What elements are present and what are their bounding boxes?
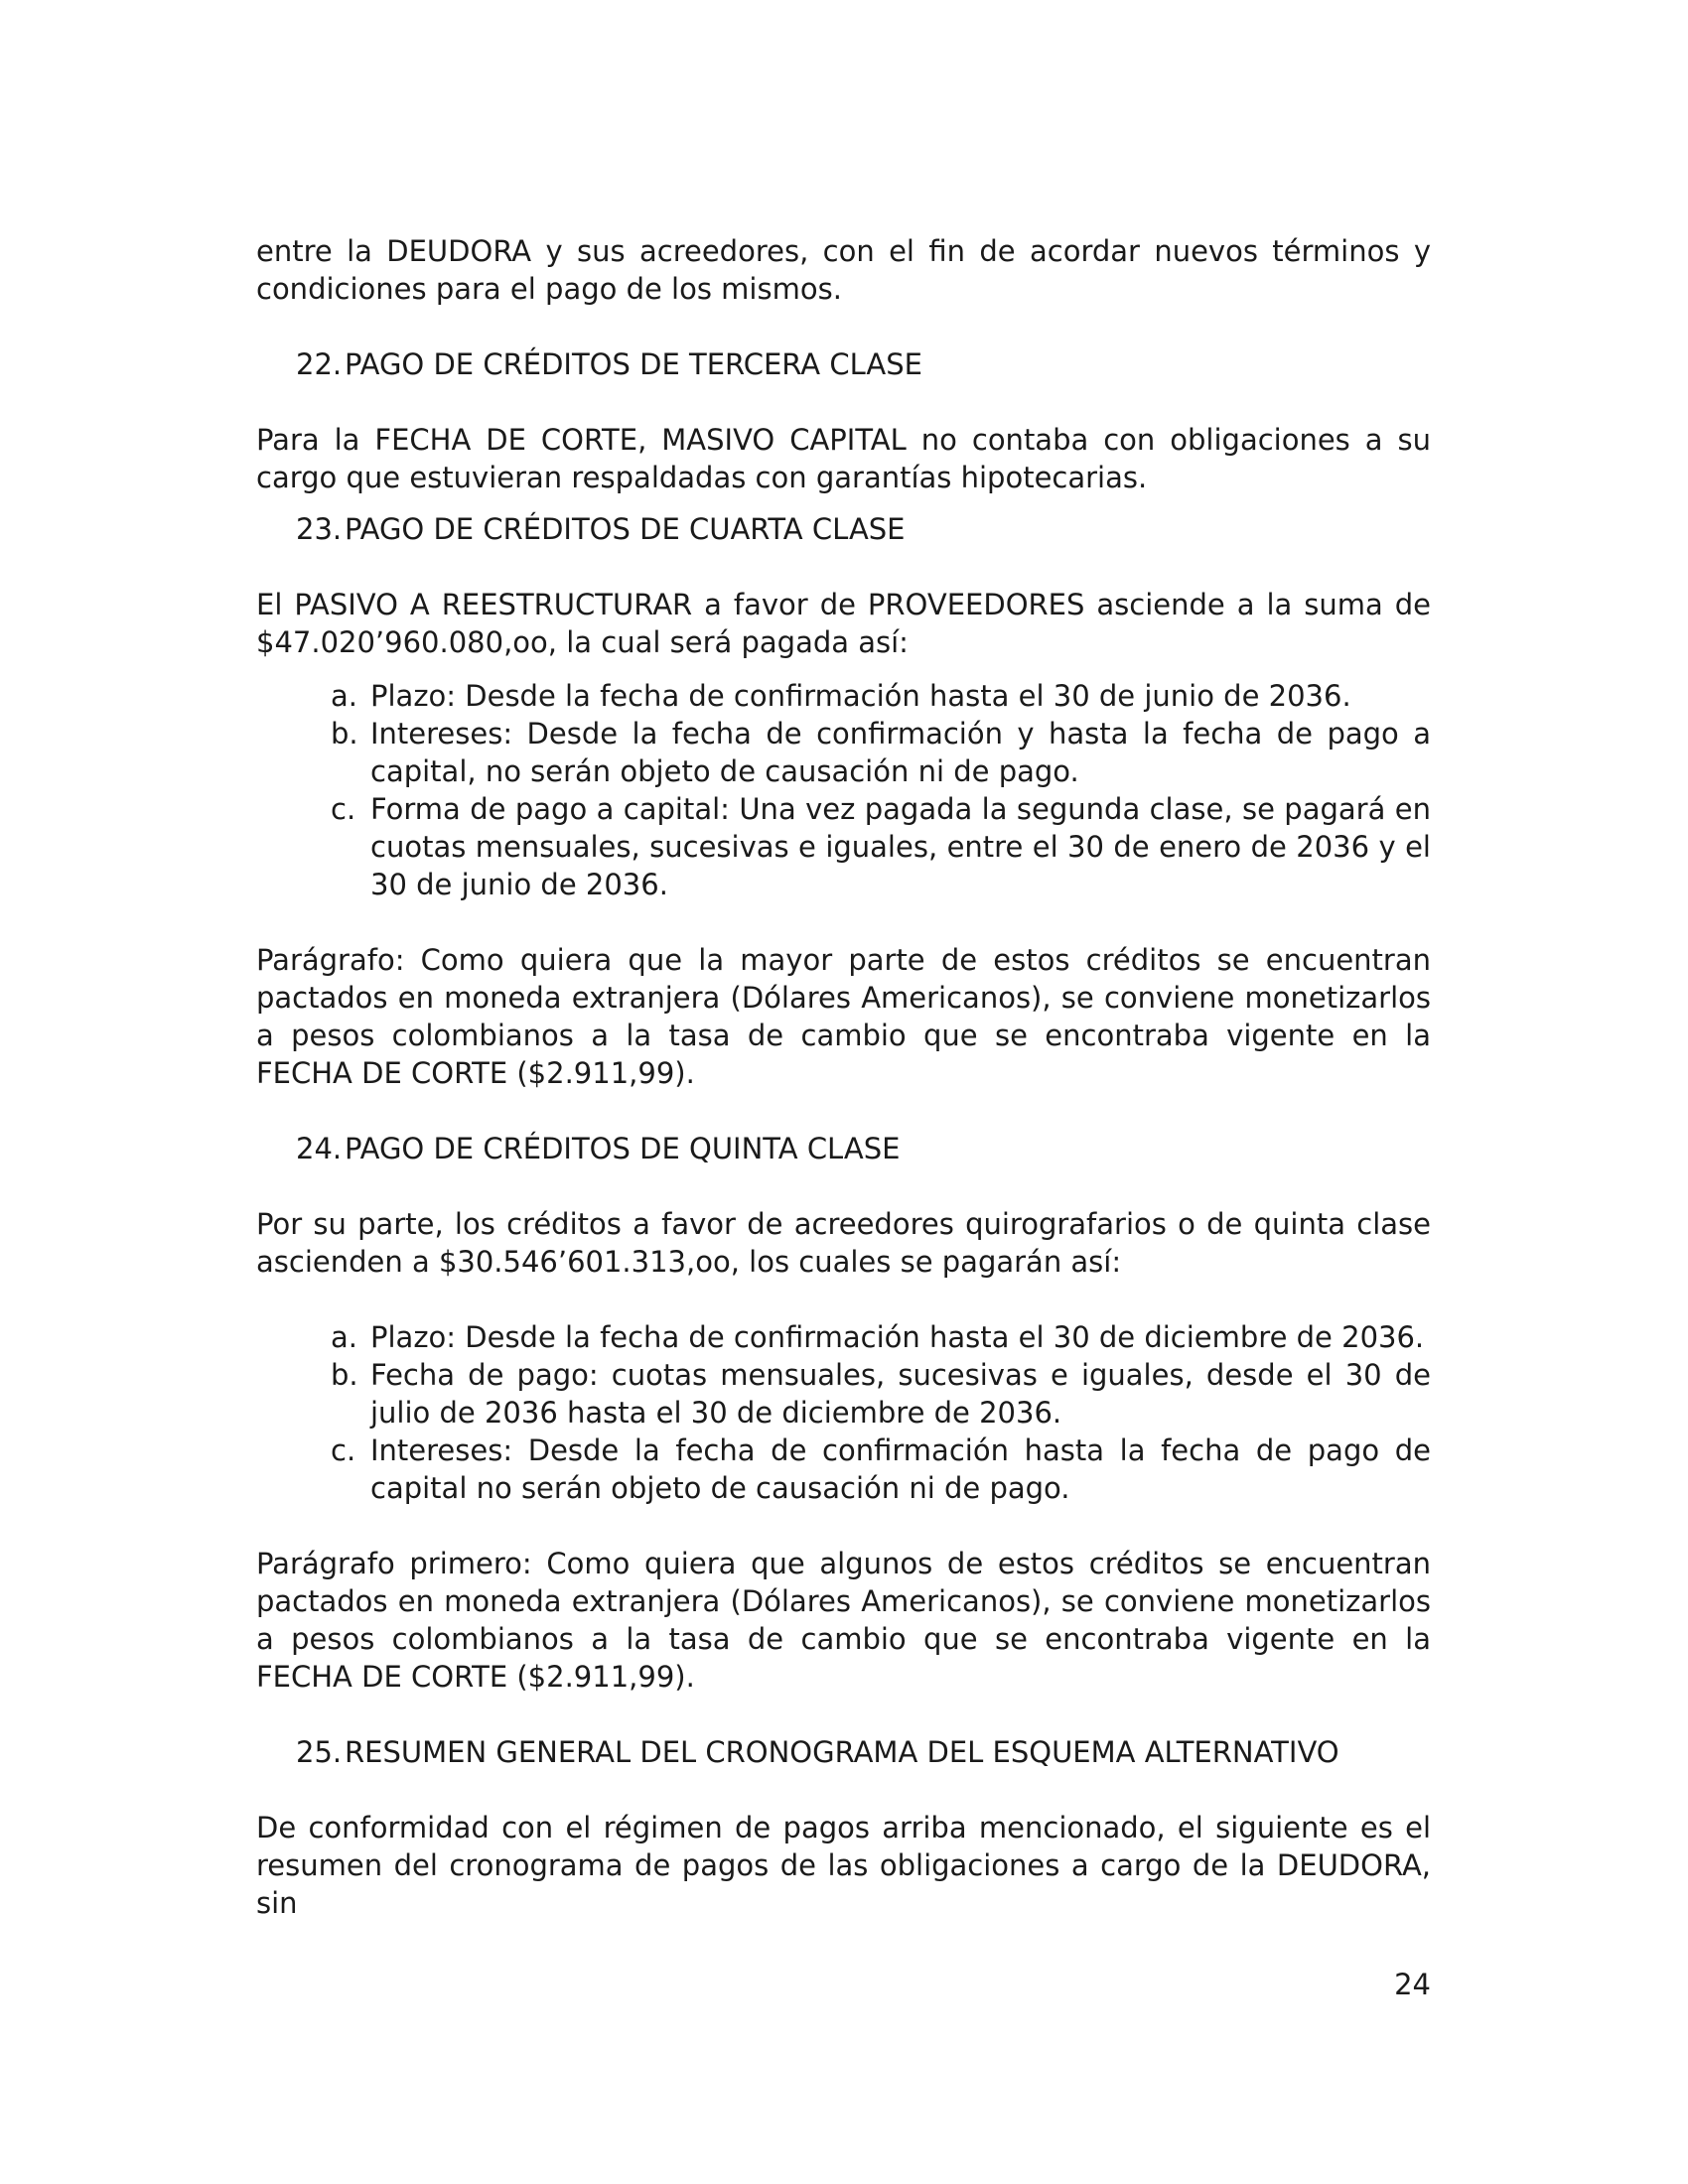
list-marker: c. [331, 1433, 356, 1467]
list-marker: b. [331, 717, 358, 751]
paragraph-cuarta-clase: El PASIVO A REESTRUCTURAR a favor de PROVEEDORES asciende a la suma de $47.020’960.080,oo, la cual será pagada así: [256, 588, 1431, 659]
section-title: PAGO DE CRÉDITOS DE TERCERA CLASE [345, 347, 922, 381]
list-item-text: Intereses: Desde la fecha de confirmación y hasta la fecha de pago a capital, no serán objeto de causación ni de pago. [370, 717, 1431, 788]
page-number: 24 [1394, 1968, 1431, 2001]
section-heading-23 [296, 510, 1431, 548]
section-heading-25 [296, 1733, 1431, 1771]
section-number: 22. [296, 347, 343, 381]
section-heading-24 [296, 1130, 1431, 1167]
list-item [256, 1432, 1431, 1507]
list-marker: c. [331, 792, 356, 826]
list-item-text: Plazo: Desde la fecha de confirmación hasta el 30 de junio de 2036. [370, 679, 1351, 713]
list-marker: a. [331, 679, 357, 713]
list-item [256, 1318, 1431, 1356]
paragraph-resumen-cronograma: De conformidad con el régimen de pagos arriba mencionado, el siguiente es el resumen del cronograma de pagos de las obligaciones a cargo de la DEUDORA, sin [256, 1811, 1431, 1920]
list-item-text: Forma de pago a capital: Una vez pagada la segunda clase, se pagará en cuotas mensuales, sucesivas e iguales, entre el 30 de enero de 2036 y el 30 de junio de 2036. [370, 792, 1431, 901]
list-item [256, 677, 1431, 715]
list-item [256, 790, 1431, 903]
paragraph-continuation: entre la DEUDORA y sus acreedores, con el fin de acordar nuevos términos y condiciones para el pago de los mismos. [256, 234, 1431, 306]
quinta-clase-terms-list [256, 1318, 1431, 1507]
list-item [256, 1356, 1431, 1432]
section-number: 25. [296, 1735, 343, 1769]
section-title: PAGO DE CRÉDITOS DE CUARTA CLASE [345, 512, 906, 546]
list-item-text: Plazo: Desde la fecha de confirmación hasta el 30 de diciembre de 2036. [370, 1320, 1425, 1354]
list-marker: a. [331, 1320, 357, 1354]
section-title: PAGO DE CRÉDITOS DE QUINTA CLASE [345, 1132, 901, 1165]
paragraph-quinta-clase: Por su parte, los créditos a favor de acreedores quirografarios o de quinta clase ascienden a $30.546’601.313,oo, los cuales se pagarán así: [256, 1207, 1431, 1279]
paragrafo-primero-quinta-clase: Parágrafo primero: Como quiera que algunos de estos créditos se encuentran pactados en moneda extranjera (Dólares Americanos), se conviene monetizarlos a pesos colombianos a la tasa de cambio que se encontraba vigente en la FECHA DE CORTE ($2.911,99). [256, 1547, 1431, 1694]
section-heading-22 [296, 345, 1431, 383]
list-item-text: Fecha de pago: cuotas mensuales, sucesivas e iguales, desde el 30 de julio de 2036 hasta el 30 de diciembre de 2036. [370, 1358, 1431, 1430]
list-marker: b. [331, 1358, 358, 1392]
section-number: 24. [296, 1132, 343, 1165]
paragrafo-cuarta-clase: Parágrafo: Como quiera que la mayor parte de estos créditos se encuentran pactados en moneda extranjera (Dólares Americanos), se conviene monetizarlos a pesos colombianos a la tasa de cambio que se encontraba vigente en la FECHA DE CORTE ($2.911,99). [256, 943, 1431, 1090]
section-title: RESUMEN GENERAL DEL CRONOGRAMA DEL ESQUEMA ALTERNATIVO [345, 1735, 1339, 1769]
paragraph-tercera-clase: Para la FECHA DE CORTE, MASIVO CAPITAL no contaba con obligaciones a su cargo que estuvieran respaldadas con garantías hipotecarias. [256, 423, 1431, 494]
list-item-text: Intereses: Desde la fecha de confirmación hasta la fecha de pago de capital no serán objeto de causación ni de pago. [370, 1433, 1431, 1505]
section-number: 23. [296, 512, 343, 546]
document-body [256, 232, 1431, 1922]
cuarta-clase-terms-list [256, 677, 1431, 903]
list-item [256, 715, 1431, 790]
